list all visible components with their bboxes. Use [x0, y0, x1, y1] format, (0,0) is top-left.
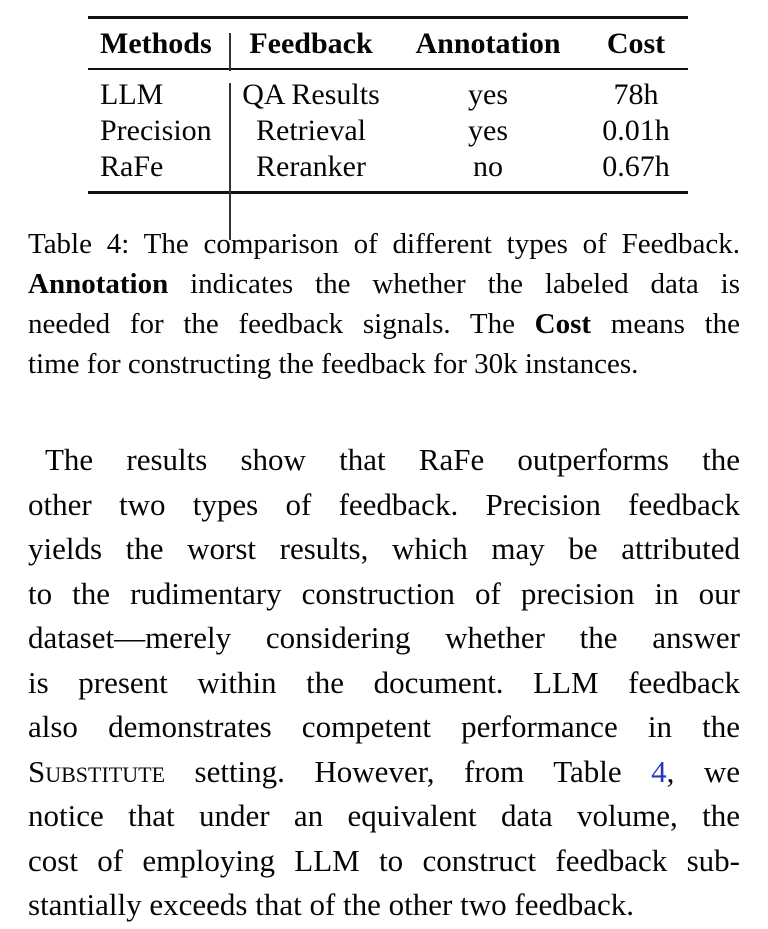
body-line [28, 616, 740, 661]
body-text: is present within the document. LLM feedback [28, 664, 740, 700]
body-paragraph [28, 438, 740, 928]
cell-cost: 78h [613, 78, 659, 111]
body-text: other two types of feedback. Precision feedback [28, 486, 740, 522]
smallcaps-substitute: Substitute [28, 753, 166, 789]
cell-feedback: QA Results [242, 78, 380, 111]
cell-annotation: no [473, 150, 503, 183]
table-header-row [88, 16, 688, 70]
cell-method: Precision [100, 114, 212, 147]
body-text: , we [666, 753, 740, 789]
caption-text: needed for the feedback signals. The [28, 308, 535, 340]
cell-cost: 0.67h [602, 150, 670, 183]
table-feedback-comparison [88, 16, 688, 194]
col-header-methods [88, 27, 230, 61]
caption-text: time for constructing the feedback for 30k instances. [28, 348, 639, 380]
col-header-feedback: Feedback [249, 26, 373, 60]
cell-feedback: Reranker [256, 150, 366, 183]
caption-text: indicates the whether the labeled data is [168, 268, 740, 300]
body-text: The results show that RaFe outperforms the [45, 442, 740, 477]
body-line [28, 572, 740, 617]
body-line [28, 438, 740, 483]
body-line [28, 794, 740, 839]
body-text: setting. However, from Table [165, 753, 652, 789]
table-4-reference-link[interactable]: 4 [651, 753, 667, 789]
body-line [28, 527, 740, 572]
body-line [28, 839, 740, 884]
cell-annotation: yes [468, 78, 508, 111]
table-body [88, 70, 688, 194]
caption-line [28, 264, 740, 304]
column-divider-line [229, 33, 231, 71]
caption-bold-annotation: Annotation [28, 268, 169, 300]
cell-cost: 0.01h [602, 114, 670, 147]
caption-text: Table 4: The comparison of different types of Feedback. [28, 228, 740, 260]
col-header-cost: Cost [606, 26, 666, 60]
cell-method: RaFe [100, 150, 164, 183]
body-line [28, 705, 740, 750]
body-text: cost of employing LLM to construct feedback sub- [28, 842, 740, 878]
col-header-methods-label: Methods [100, 26, 212, 60]
body-text: yields the worst results, which may be attributed [28, 531, 740, 566]
table-row [88, 113, 688, 149]
body-line [28, 750, 740, 795]
caption-line [28, 304, 740, 344]
body-text: also demonstrates competent performance in the [28, 709, 740, 744]
table-caption [28, 224, 740, 384]
body-text: dataset—merely considering whether the answer [28, 620, 740, 655]
body-line [28, 661, 740, 706]
cell-feedback: Retrieval [256, 114, 366, 147]
col-header-annotation: Annotation [415, 26, 561, 60]
body-text: notice that under an equivalent data volume, the [28, 798, 740, 833]
cell-method: LLM [100, 78, 164, 111]
caption-text: means the [591, 308, 741, 340]
body-text: stantially exceeds that of the other two feedback. [28, 887, 634, 922]
table-row [88, 149, 688, 185]
cell-annotation: yes [468, 114, 508, 147]
caption-line [28, 344, 740, 384]
body-line [28, 883, 740, 928]
body-line [28, 483, 740, 528]
caption-line [28, 224, 740, 264]
column-divider-line [229, 83, 231, 240]
table-row [88, 77, 688, 113]
caption-bold-cost: Cost [534, 308, 592, 340]
body-text: to the rudimentary construction of precision in our [28, 575, 740, 611]
